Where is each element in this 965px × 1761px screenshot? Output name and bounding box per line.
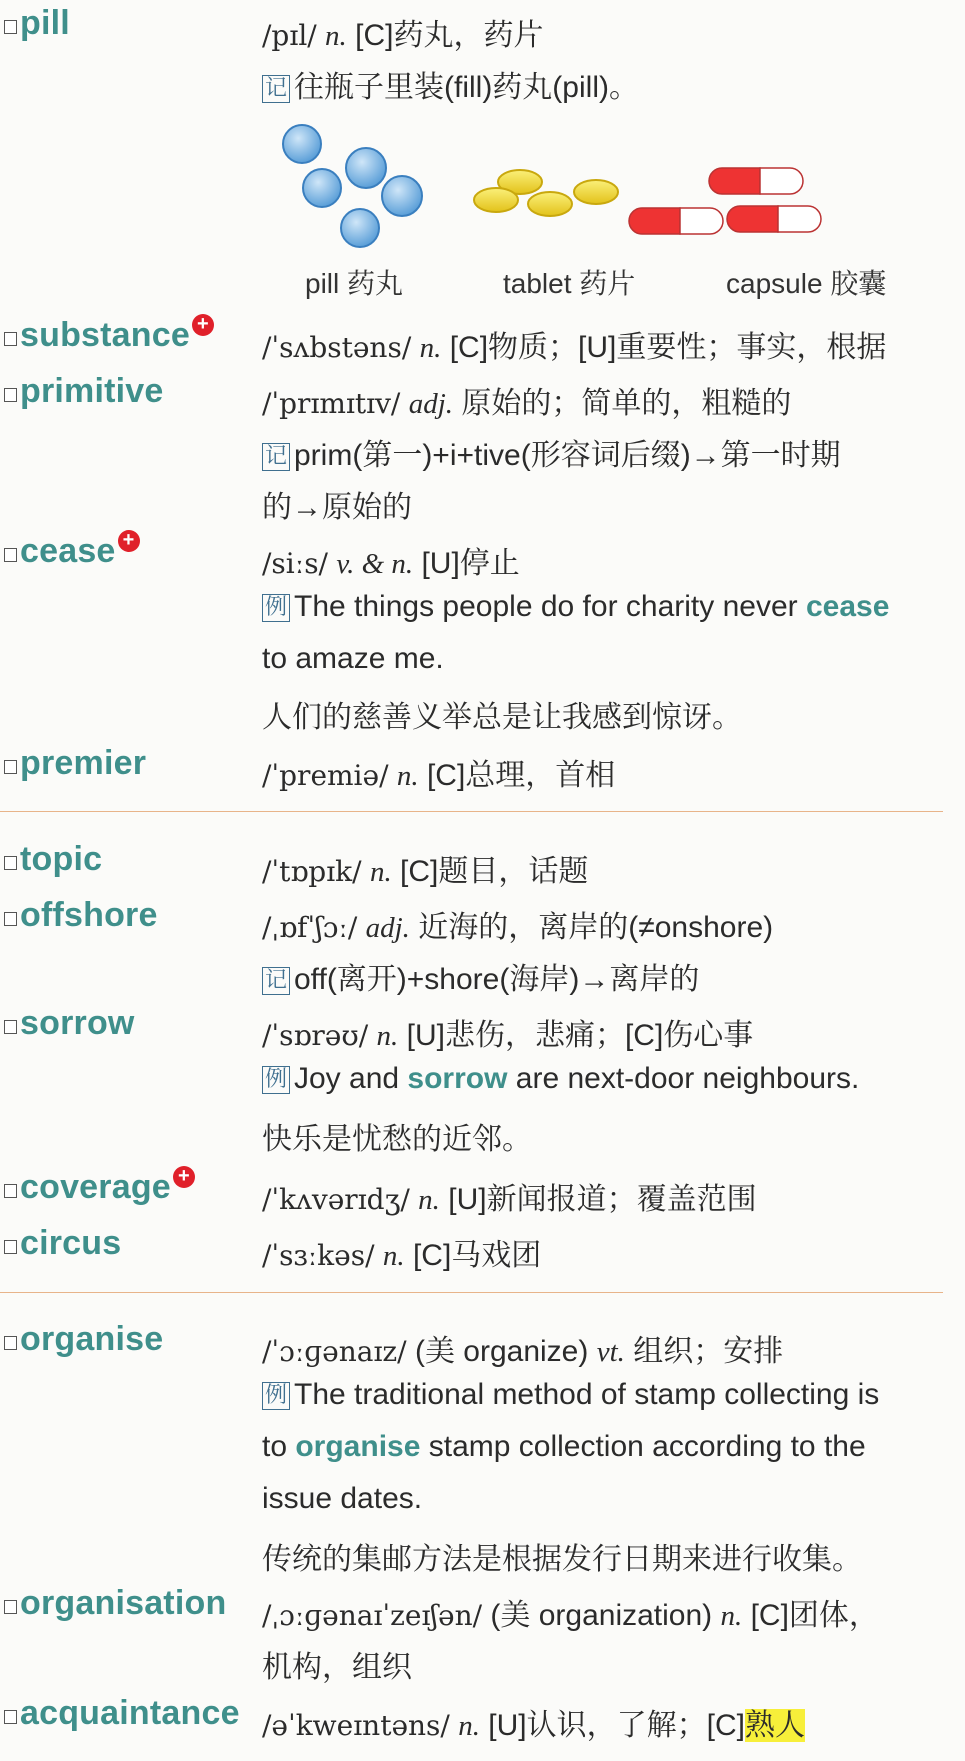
example-line-2: to organise stamp collection according to the <box>262 1430 866 1463</box>
capsule <box>727 206 778 232</box>
definition-line: /əˈkweɪntəns/ n. [U]认识，了解；[C]熟人 <box>262 1709 805 1742</box>
section-divider <box>0 1292 943 1293</box>
checkbox-icon[interactable] <box>4 1240 17 1254</box>
definition-line: /ˈkʌvərɪdʒ/ n. [U]新闻报道；覆盖范围 <box>262 1183 757 1216</box>
headword: acquaintance <box>4 1694 240 1733</box>
checkbox-icon[interactable] <box>4 388 17 402</box>
checkbox-icon[interactable] <box>4 20 17 34</box>
memo-line: 记 prim(第一)+i+tive(形容词后缀)→第一时期 <box>262 430 841 474</box>
memo-tag-icon: 记 <box>262 443 290 471</box>
definition-line: /ˈsɜːkəs/ n. [C]马戏团 <box>262 1239 542 1272</box>
memo-line: 记 off(离开)+shore(海岸)→离岸的 <box>262 954 699 998</box>
checkbox-icon[interactable] <box>4 332 17 346</box>
headword: circus <box>4 1224 121 1263</box>
example-tag-icon: 例 <box>262 594 290 622</box>
definition-line: /siːs/ v. & n. [U]停止 <box>262 547 520 580</box>
example-line-2: to amaze me. <box>262 642 444 675</box>
checkbox-icon[interactable] <box>4 1710 17 1724</box>
headword: premier <box>4 744 146 783</box>
capsule <box>709 168 760 194</box>
example-translation: 人们的慈善义举总是让我感到惊讶。 <box>262 701 742 734</box>
definition-line: /ˈpremiə/ n. [C]总理，首相 <box>262 759 616 792</box>
example-line: 例 The things people do for charity never cease <box>262 590 889 624</box>
definition-line: /ˈtɒpɪk/ n. [C]题目，话题 <box>262 855 589 888</box>
example-tag-icon: 例 <box>262 1382 290 1410</box>
tablet <box>528 192 572 216</box>
example-line: 例 The traditional method of stamp collecting is <box>262 1378 879 1412</box>
headword: offshore <box>4 896 158 935</box>
plus-badge-icon: + <box>192 314 214 336</box>
definition-line: /ˌɒfˈʃɔː/ adj. 近海的，离岸的(≠onshore) <box>262 911 774 944</box>
headword: primitive <box>4 372 164 411</box>
pill-illustration <box>270 120 930 250</box>
headword: pill <box>4 4 70 43</box>
pill-group <box>283 125 422 247</box>
checkbox-icon[interactable] <box>4 856 17 870</box>
tablet-group <box>474 170 618 216</box>
caption-capsule: capsule 胶囊 <box>726 268 887 299</box>
plus-badge-icon: + <box>173 1166 195 1188</box>
pill-dot <box>283 125 321 163</box>
section-divider <box>0 811 943 812</box>
headword: substance + <box>4 316 214 355</box>
checkbox-icon[interactable] <box>4 1336 17 1350</box>
definition-line: /ˈsɒrəʊ/ n. [U]悲伤，悲痛；[C]伤心事 <box>262 1019 754 1052</box>
definition-line: /pɪl/ n. [C]药丸，药片 <box>262 19 544 52</box>
headword: organise <box>4 1320 163 1359</box>
headword: organisation <box>4 1584 226 1623</box>
capsule <box>629 208 680 234</box>
headword: topic <box>4 840 102 879</box>
example-tag-icon: 例 <box>262 1066 290 1094</box>
headword: coverage + <box>4 1168 195 1207</box>
capsule-group <box>629 168 821 234</box>
memo-line: 记 往瓶子里装(fill)药丸(pill)。 <box>262 62 639 106</box>
pill-dot <box>341 209 379 247</box>
pill-dot <box>382 176 422 216</box>
example-translation: 传统的集邮方法是根据发行日期来进行收集。 <box>262 1543 862 1576</box>
pill-dot <box>303 169 341 207</box>
memo-tag-icon: 记 <box>262 75 290 103</box>
tablet <box>574 180 618 204</box>
checkbox-icon[interactable] <box>4 912 17 926</box>
caption-tablet: tablet 药片 <box>503 268 636 299</box>
memo-tag-icon: 记 <box>262 967 290 995</box>
memo-line-2: 的→原始的 <box>262 491 412 524</box>
checkbox-icon[interactable] <box>4 1600 17 1614</box>
headword: sorrow <box>4 1004 135 1043</box>
definition-line: /ˈprɪmɪtɪv/ adj. 原始的；简单的，粗糙的 <box>262 387 792 420</box>
definition-line-2: 机构，组织 <box>262 1651 412 1684</box>
plus-badge-icon: + <box>118 530 140 552</box>
example-line-3: issue dates. <box>262 1482 423 1515</box>
pill-dot <box>346 148 386 188</box>
checkbox-icon[interactable] <box>4 1184 17 1198</box>
example-line: 例 Joy and sorrow are next-door neighbours. <box>262 1062 859 1096</box>
definition-line: /ˈɔːɡənaɪz/ (美 organize) vt. 组织；安排 <box>262 1335 784 1368</box>
checkbox-icon[interactable] <box>4 1020 17 1034</box>
headword: cease + <box>4 532 140 571</box>
tablet <box>474 188 518 212</box>
caption-pill: pill 药丸 <box>305 268 404 299</box>
definition-line: /ˈsʌbstəns/ n. [C]物质；[U]重要性；事实，根据 <box>262 331 887 364</box>
checkbox-icon[interactable] <box>4 760 17 774</box>
checkbox-icon[interactable] <box>4 548 17 562</box>
example-translation: 快乐是忧愁的近邻。 <box>262 1123 532 1156</box>
definition-line: /ˌɔːɡənaɪˈzeɪʃən/ (美 organization) n. [C]团体， <box>262 1599 879 1632</box>
highlighted-text: 熟人 <box>744 1709 805 1742</box>
